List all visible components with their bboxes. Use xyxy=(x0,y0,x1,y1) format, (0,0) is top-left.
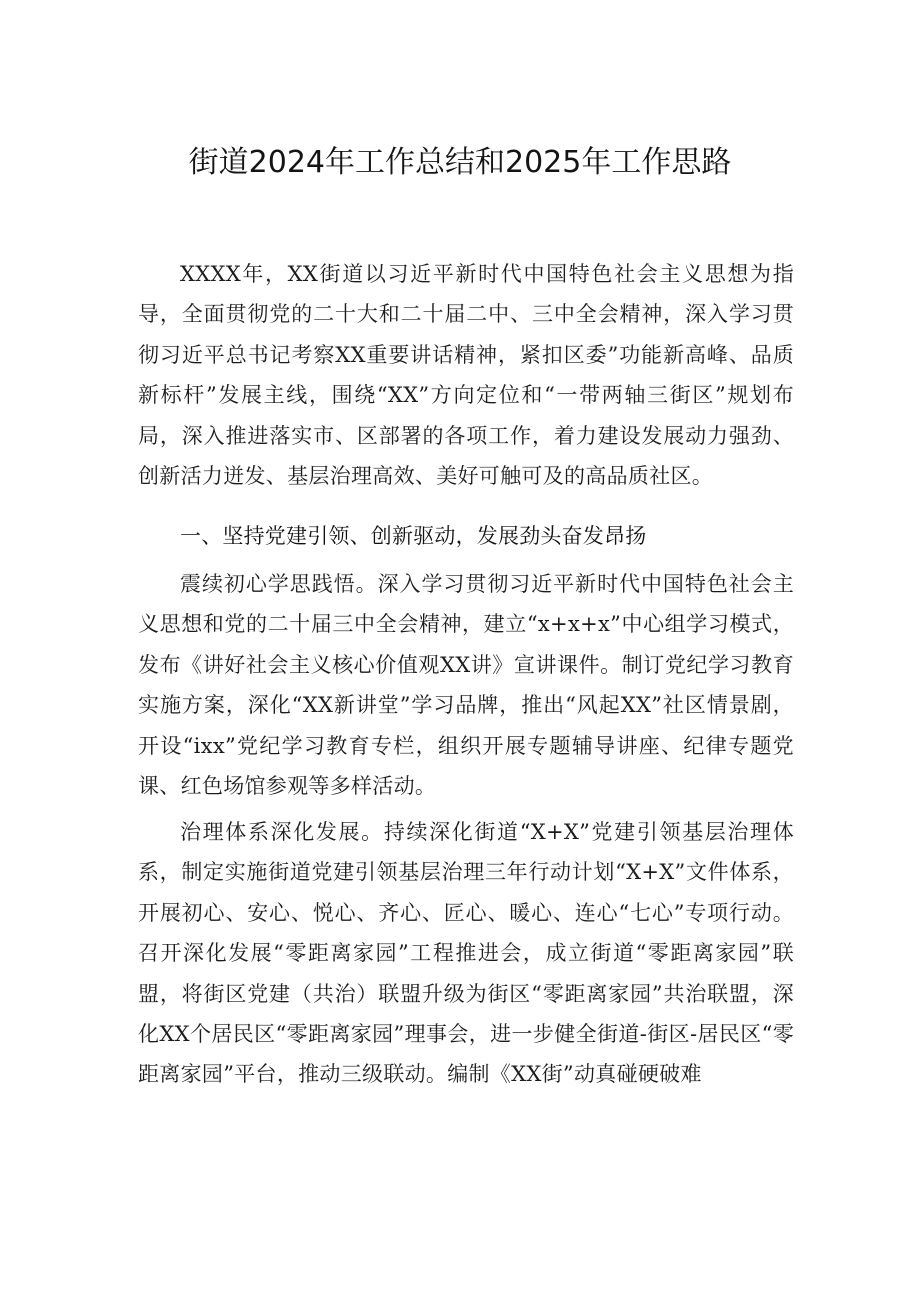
section-1-paragraph-2: 治理体系深化发展。持续深化街道“X+X”党建引领基层治理体系，制定实施街道党建引领基层治理三年行动计划“X+X”文件体系，开展初心、安心、悦心、齐心、匠心、暖心、连心“七心”专项行动。召开深化发展“零距离家园”工程推进会，成立街道“零距离家园”联盟，将街区党建（共治）联盟升级为街区“零距离家园”共治联盟，深化XX个居民区“零距离家园”理事会，进一步健全街道-街区-居民区“零距离家园”平台，推动三级联动。编制《XX街”动真碰硬破难 xyxy=(138,820,794,1087)
section-1-heading: 一、坚持党建引领、创新驱动，发展劲头奋发昂扬 xyxy=(180,524,647,548)
intro-paragraph: XXXX年，XX街道以习近平新时代中国特色社会主义思想为指导，全面贯彻党的二十大和二十届二中、三中全会精神，深入学习贯彻习近平总书记考察XX重要讲话精神，紧扣区委”功能新高峰、品质新标杆”发展主线，围绕“XX”方向定位和“一带两轴三街区”规划布局，深入推进落实市、区部署的各项工作，着力建设发展动力强劲、创新活力迸发、基层治理高效、美好可触可及的高品质社区。 xyxy=(138,262,794,489)
document-title: 街道2024年工作总结和2025年工作思路 xyxy=(188,145,732,180)
section-1-paragraph-1: 震续初心学思践悟。深入学习贯彻习近平新时代中国特色社会主义思想和党的二十届三中全会精神，建立“x+x+x”中心组学习模式，发布《讲好社会主义核心价值观XX讲》宣讲课件。制订党纪学习教育实施方案，深化“XX新讲堂”学习品牌，推出“风起XX”社区情景剧，开设“ixx”党纪学习教育专栏，组织开展专题辅导讲座、纪律专题党课、红色场馆参观等多样活动。 xyxy=(138,572,794,799)
